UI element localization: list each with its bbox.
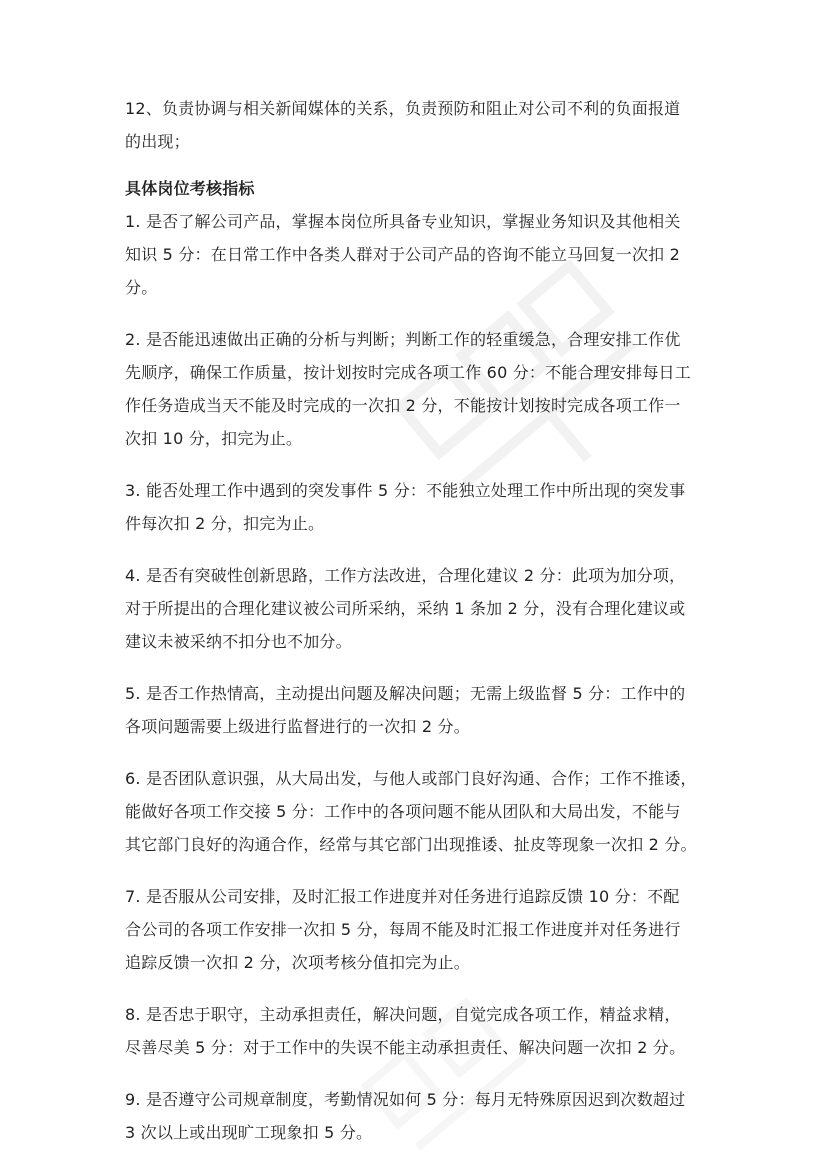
criteria-item-5: 5. 是否工作热情高，主动提出问题及解决问题；无需上级监督 5 分：工作中的 各项问题需要上级进行监督进行的一次扣 2 分。 <box>125 684 686 736</box>
criteria-item-3: 3. 能否处理工作中遇到的突发事件 5 分：不能独立处理工作中所出现的突发事 件每次扣 2 分，扣完为止。 <box>125 481 686 533</box>
criteria-item-9: 9. 是否遵守公司规章制度，考勤情况如何 5 分：每月无特殊原因迟到次数超过 3 次以上或出现旷工现象扣 5 分。 <box>125 1090 686 1142</box>
criteria-item-8: 8. 是否忠于职守，主动承担责任，解决问题，自觉完成各项工作，精益求精， 尽善尽美 5 分：对于工作中的失误不能主动承担责任、解决问题一次扣 2 分。 <box>125 1005 686 1057</box>
section-heading: 具体岗位考核指标 <box>125 179 255 198</box>
intro-paragraph: 12、负责协调与相关新闻媒体的关系，负责预防和阻止对公司不利的负面报道 的出现； <box>125 99 681 151</box>
document-body <box>125 92 725 1149</box>
criteria-item-7: 7. 是否服从公司安排，及时汇报工作进度并对任务进行追踪反馈 10 分：不配 合公司的各项工作安排一次扣 5 分，每周不能及时汇报工作进度并对任务进行 追踪反馈一次扣 2 分，次项考核分值扣完为止。 <box>125 887 681 972</box>
criteria-item-6: 6. 是否团队意识强，从大局出发，与他人或部门良好沟通、合作；工作不推诿， 能做好各项工作交接 5 分：工作中的各项问题不能从团队和大局出发，不能与 其它部门良好的沟通合作，经常与其它部门出现推诿、扯皮等现象一次扣 2 分。 <box>125 769 697 854</box>
criteria-item-1: 1. 是否了解公司产品，掌握本岗位所具备专业知识，掌握业务知识及其他相关 知识 5 分：在日常工作中各类人群对于公司产品的咨询不能立马回复一次扣 2 分。 <box>125 212 681 297</box>
criteria-item-4: 4. 是否有突破性创新思路，工作方法改进，合理化建议 2 分：此项为加分项， 对于所提出的合理化建议被公司所采纳，采纳 1 条加 2 分，没有合理化建议或 建议未被采纳不扣分也不加分。 <box>125 566 686 651</box>
criteria-item-2: 2. 是否能迅速做出正确的分析与判断；判断工作的轻重缓急，合理安排工作优 先顺序，确保工作质量，按计划按时完成各项工作 60 分：不能合理安排每日工 作任务造成当天不能及时完成的一次扣 2 分，不能按计划按时完成各项工作一 次扣 10 分，扣完为止。 <box>125 330 691 448</box>
